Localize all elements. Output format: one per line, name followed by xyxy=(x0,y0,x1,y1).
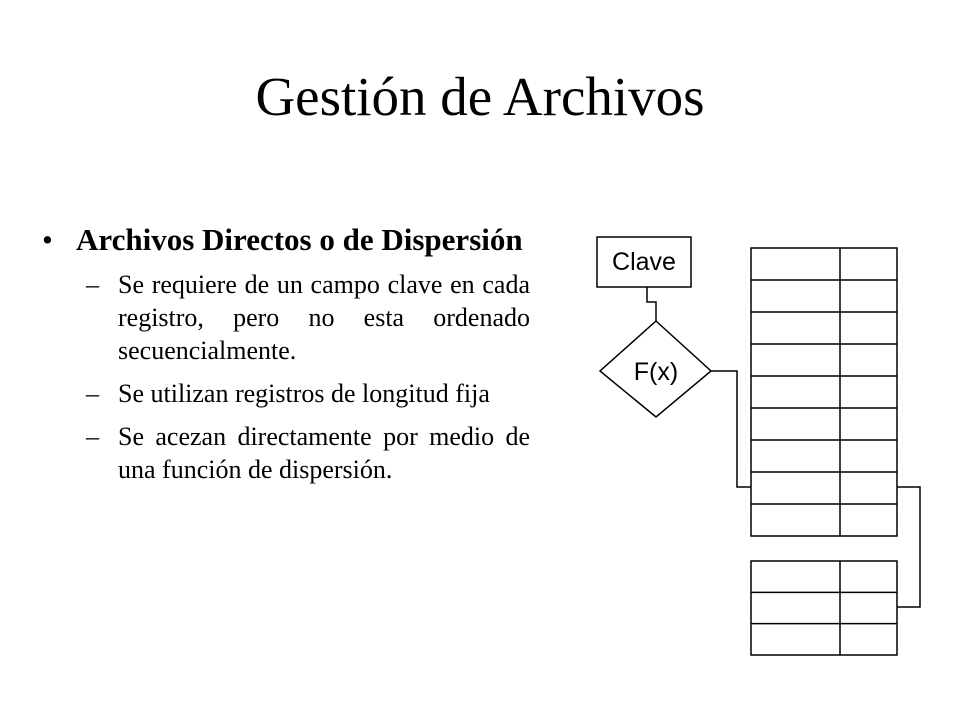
main-table-border xyxy=(751,248,897,536)
sub-bullet-text: Se utilizan registros de longitud fija xyxy=(118,379,490,408)
main-record-table xyxy=(751,248,897,536)
overflow-table-border xyxy=(751,561,897,655)
overflow-record-table xyxy=(751,561,897,655)
sub-bullet-text: Se acezan directamente por medio de una función de dispersión. xyxy=(118,422,530,484)
key-to-function-connector xyxy=(647,287,656,321)
function-to-record-connector xyxy=(711,371,751,487)
dash-marker: – xyxy=(86,379,99,408)
bullet-marker: • xyxy=(42,222,53,257)
function-label: F(x) xyxy=(633,358,679,386)
overflow-link-connector xyxy=(897,487,920,607)
slide-title: Gestión de Archivos xyxy=(255,66,705,127)
key-label: Clave xyxy=(612,248,676,276)
dash-marker: – xyxy=(86,270,99,299)
dash-marker: – xyxy=(86,422,99,451)
main-bullet-text: Archivos Directos o de Dispersión xyxy=(76,222,523,257)
sub-bullet-text: Se requiere de un campo clave en cada registro, pero no esta ordenado secuencialmente. xyxy=(118,270,530,365)
